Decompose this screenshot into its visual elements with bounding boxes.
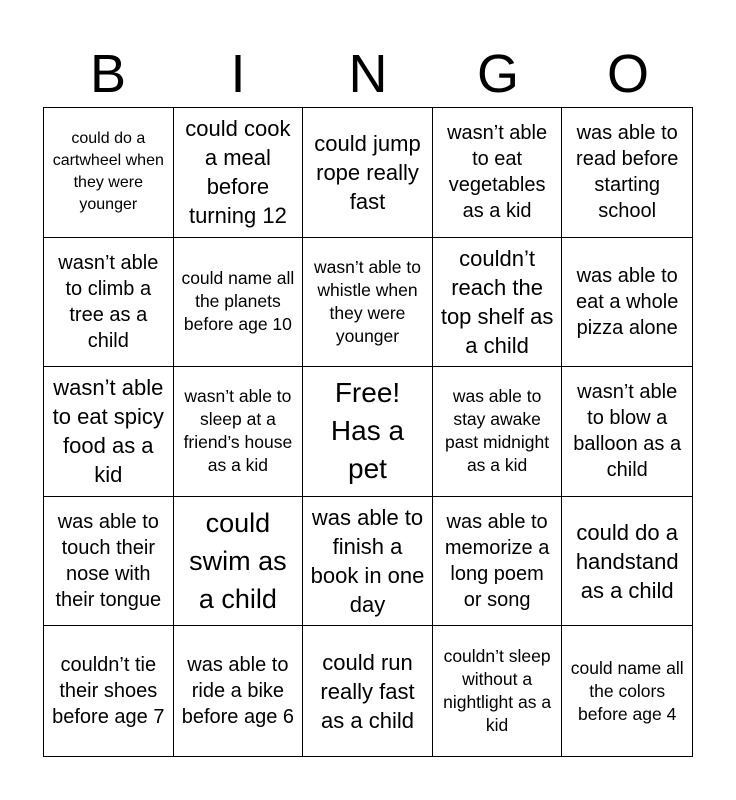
bingo-cell-r2-c3[interactable] (303, 238, 433, 368)
header-letter-i: I (230, 44, 246, 104)
bingo-cell-r1-c5[interactable] (562, 108, 692, 238)
bingo-cell-r4-c2[interactable] (174, 497, 304, 627)
cell-text: wasn’t able to eat spicy food as a kid (52, 375, 164, 488)
cell-text: wasn’t able to eat vegetables as a kid (447, 122, 548, 223)
bingo-grid (43, 107, 693, 757)
bingo-cell-r2-c4[interactable] (433, 238, 563, 368)
cell-text: could cook a meal before turning 12 (185, 116, 291, 229)
bingo-cell-r4-c5[interactable] (562, 497, 692, 627)
bingo-cell-r5-c5[interactable] (562, 626, 692, 756)
cell-text: could swim as a child (189, 508, 287, 615)
cell-text: was able to ride a bike before age 6 (181, 654, 295, 729)
cell-text: wasn’t able to sleep at a friend’s house as a kid (183, 386, 293, 476)
cell-text: couldn’t reach the top shelf as a child (440, 245, 554, 358)
bingo-cell-r3-c3-free[interactable] (303, 367, 433, 497)
cell-text: was able to finish a book in one day (310, 505, 425, 618)
cell-text: was able to read before starting school (576, 122, 679, 223)
cell-text: couldn’t sleep without a nightlight as a kid (443, 646, 552, 736)
bingo-header (43, 40, 693, 108)
bingo-cell-r1-c2[interactable] (174, 108, 304, 238)
bingo-cell-r5-c2[interactable] (174, 626, 304, 756)
bingo-cell-r1-c1[interactable] (44, 108, 174, 238)
bingo-cell-r2-c5[interactable] (562, 238, 692, 368)
bingo-cell-r5-c4[interactable] (433, 626, 563, 756)
cell-text: wasn’t able to whistle when they were younger (313, 256, 421, 346)
bingo-cell-r3-c1[interactable] (44, 367, 174, 497)
header-letter-n: N (348, 44, 388, 104)
header-letter-o: O (606, 44, 649, 104)
bingo-cell-r3-c2[interactable] (174, 367, 304, 497)
bingo-cell-r4-c1[interactable] (44, 497, 174, 627)
cell-text: was able to stay awake past midnight as a kid (445, 386, 550, 476)
cell-text: could name all the planets before age 10 (181, 268, 295, 335)
cell-text: was able to touch their nose with their tongue (55, 511, 162, 612)
bingo-cell-r2-c2[interactable] (174, 238, 304, 368)
cell-text: Free! Has a pet (330, 377, 405, 485)
bingo-cell-r5-c1[interactable] (44, 626, 174, 756)
header-letter-b: B (89, 44, 127, 104)
cell-text: wasn’t able to climb a tree as a child (58, 251, 159, 352)
bingo-cell-r3-c4[interactable] (433, 367, 563, 497)
cell-text: was able to eat a whole pizza alone (576, 264, 679, 339)
cell-text: was able to memorize a long poem or song (444, 511, 550, 612)
cell-text: could do a cartwheel when they were younger (52, 130, 164, 214)
bingo-cell-r3-c5[interactable] (562, 367, 692, 497)
bingo-cell-r4-c4[interactable] (433, 497, 563, 627)
bingo-cell-r2-c1[interactable] (44, 238, 174, 368)
cell-text: could jump rope really fast (314, 130, 421, 214)
cell-text: could do a handstand as a child (575, 519, 679, 603)
cell-text: wasn’t able to blow a balloon as a child (573, 381, 682, 482)
header-letter-g: G (476, 44, 519, 104)
cell-text: could name all the colors before age 4 (570, 657, 684, 724)
bingo-cell-r1-c4[interactable] (433, 108, 563, 238)
bingo-cell-r5-c3[interactable] (303, 626, 433, 756)
bingo-cell-r1-c3[interactable] (303, 108, 433, 238)
cell-text: couldn’t tie their shoes before age 7 (52, 654, 165, 729)
cell-text: could run really fast as a child (320, 649, 415, 733)
bingo-cell-r4-c3[interactable] (303, 497, 433, 627)
